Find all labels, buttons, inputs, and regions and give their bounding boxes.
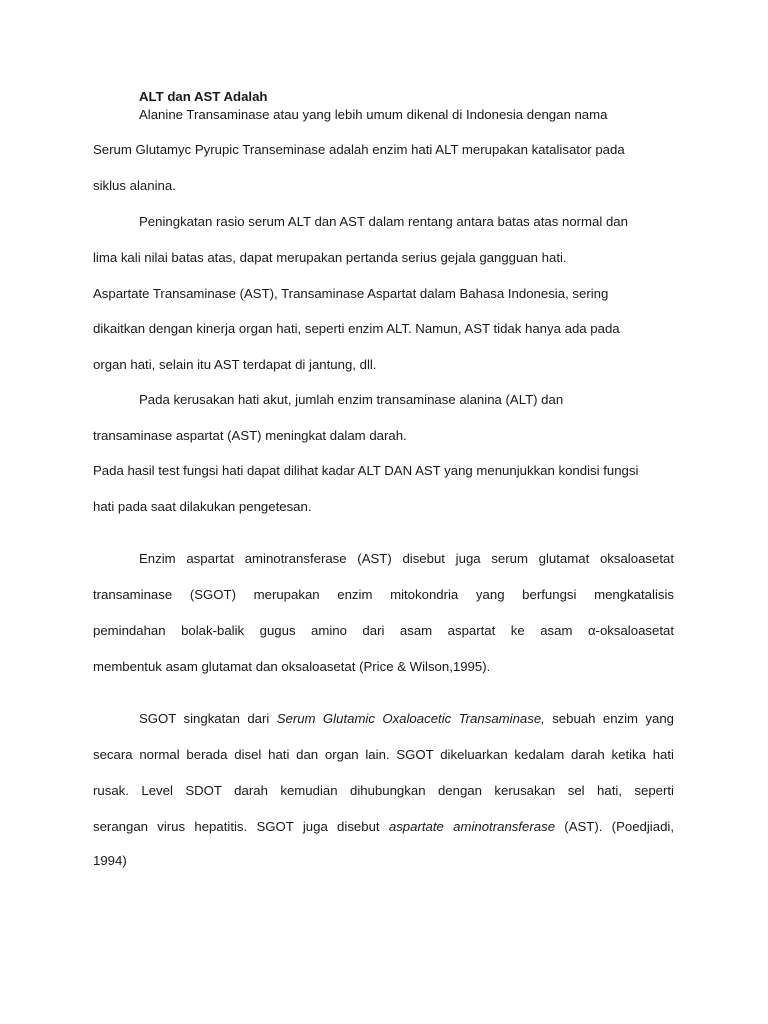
text-run: (AST). (Poedjiadi,: [555, 819, 674, 834]
paragraph-line: Aspartate Transaminase (AST), Transaminase Aspartat dalam Bahasa Indonesia, sering: [93, 286, 609, 301]
paragraph-line: Alanine Transaminase atau yang lebih umum dikenal di Indonesia dengan nama: [139, 107, 608, 122]
paragraph-line: [93, 819, 674, 835]
document-title: ALT dan AST Adalah: [139, 89, 268, 104]
paragraph-line: Pada hasil test fungsi hati dapat dilihat kadar ALT DAN AST yang menunjukkan kondisi fungsi: [93, 463, 639, 478]
paragraph-line: rusak. Level SDOT darah kemudian dihubungkan dengan kerusakan sel hati, seperti: [93, 783, 674, 798]
paragraph-line: membentuk asam glutamat dan oksaloasetat (Price & Wilson,1995).: [93, 659, 491, 674]
paragraph-line: lima kali nilai batas atas, dapat merupakan pertanda serius gejala gangguan hati.: [93, 250, 567, 265]
paragraph-line: pemindahan bolak-balik gugus amino dari asam aspartat ke asam α-oksaloasetat: [93, 623, 674, 638]
paragraph-line: secara normal berada disel hati dan organ lain. SGOT dikeluarkan kedalam darah ketika hati: [93, 747, 674, 762]
text-run: serangan virus hepatitis. SGOT juga disebut: [93, 819, 389, 834]
text-run: SGOT singkatan dari: [139, 711, 277, 726]
paragraph-line: Peningkatan rasio serum ALT dan AST dalam rentang antara batas atas normal dan: [139, 214, 628, 229]
paragraph-line: transaminase aspartat (AST) meningkat dalam darah.: [93, 428, 407, 443]
paragraph-line: organ hati, selain itu AST terdapat di jantung, dll.: [93, 357, 377, 372]
paragraph-line: 1994): [93, 853, 127, 868]
italic-term: aspartate aminotransferase: [388, 819, 556, 834]
paragraph-line: Enzim aspartat aminotransferase (AST) disebut juga serum glutamat oksaloasetat: [139, 551, 674, 566]
paragraph-line: Pada kerusakan hati akut, jumlah enzim transaminase alanina (ALT) dan: [139, 392, 564, 407]
paragraph-line: dikaitkan dengan kinerja organ hati, seperti enzim ALT. Namun, AST tidak hanya ada pada: [93, 321, 620, 336]
italic-term: Serum Glutamic Oxaloacetic Transaminase,: [276, 711, 545, 726]
paragraph-line: siklus alanina.: [93, 178, 176, 193]
paragraph-line: Serum Glutamyc Pyrupic Transeminase adalah enzim hati ALT merupakan katalisator pada: [93, 142, 625, 157]
paragraph-line: hati pada saat dilakukan pengetesan.: [93, 499, 312, 514]
text-run: sebuah enzim yang: [544, 711, 675, 726]
paragraph-line: transaminase (SGOT) merupakan enzim mitokondria yang berfungsi mengkatalisis: [93, 587, 674, 602]
paragraph-line: [139, 711, 674, 727]
